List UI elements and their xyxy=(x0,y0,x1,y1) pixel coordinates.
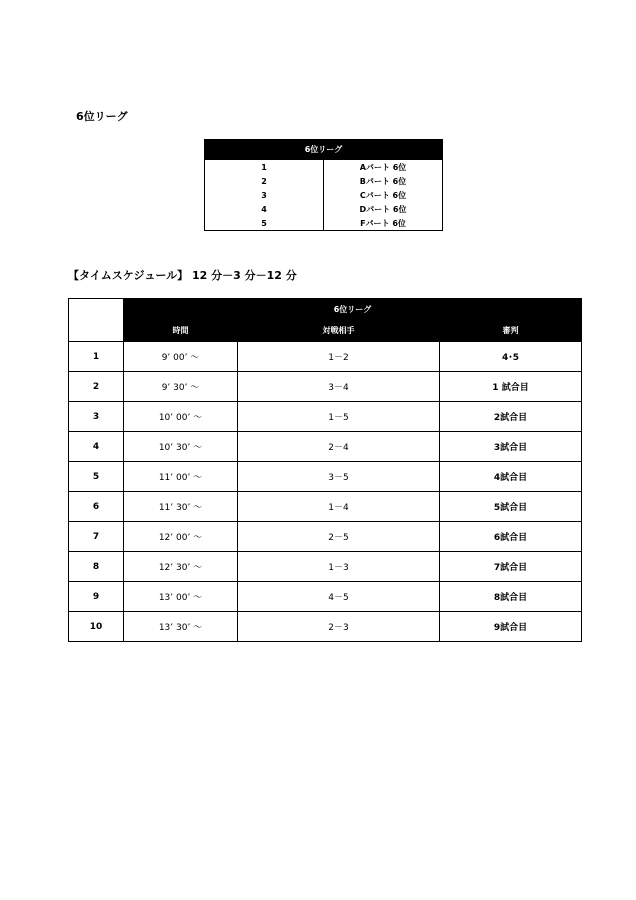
game-match: 1－4 xyxy=(238,492,440,522)
game-number: 6 xyxy=(69,492,124,522)
corner-cell xyxy=(69,299,124,342)
table-row xyxy=(69,372,582,402)
game-time: 9’ 30’ ～ xyxy=(124,372,238,402)
schedule-table xyxy=(68,298,582,642)
team-number: 2 xyxy=(205,174,324,188)
table-row xyxy=(205,202,443,216)
game-referee: 1 試合目 xyxy=(440,372,582,402)
table-row xyxy=(205,188,443,202)
game-number: 8 xyxy=(69,552,124,582)
game-number: 9 xyxy=(69,582,124,612)
game-match: 4－5 xyxy=(238,582,440,612)
column-header-referee: 審判 xyxy=(440,320,582,342)
team-name: Fパート 6位 xyxy=(324,216,443,231)
team-number: 3 xyxy=(205,188,324,202)
table-row xyxy=(69,342,582,372)
team-name: Bパート 6位 xyxy=(324,174,443,188)
table-row xyxy=(69,522,582,552)
game-referee: 8試合目 xyxy=(440,582,582,612)
table-row xyxy=(69,582,582,612)
game-referee: 4･5 xyxy=(440,342,582,372)
table-row xyxy=(205,160,443,175)
table-row xyxy=(69,402,582,432)
game-time: 10’ 00’ ～ xyxy=(124,402,238,432)
game-match: 1－3 xyxy=(238,552,440,582)
game-time: 11’ 30’ ～ xyxy=(124,492,238,522)
game-match: 2－5 xyxy=(238,522,440,552)
table-row xyxy=(205,174,443,188)
team-name: Aパート 6位 xyxy=(324,160,443,175)
table-row xyxy=(69,462,582,492)
team-number: 5 xyxy=(205,216,324,231)
game-time: 10’ 30’ ～ xyxy=(124,432,238,462)
team-name: Cパート 6位 xyxy=(324,188,443,202)
game-number: 10 xyxy=(69,612,124,642)
game-match: 2－4 xyxy=(238,432,440,462)
column-header-time: 時間 xyxy=(124,320,238,342)
team-number: 1 xyxy=(205,160,324,175)
game-time: 13’ 00’ ～ xyxy=(124,582,238,612)
table-row xyxy=(69,432,582,462)
game-time: 11’ 00’ ～ xyxy=(124,462,238,492)
page-title: 6位リーグ xyxy=(76,110,128,123)
game-match: 1－2 xyxy=(238,342,440,372)
game-number: 1 xyxy=(69,342,124,372)
teams-table-header: 6位リーグ xyxy=(205,140,443,160)
game-number: 3 xyxy=(69,402,124,432)
game-match: 3－5 xyxy=(238,462,440,492)
game-referee: 9試合目 xyxy=(440,612,582,642)
column-header-match: 対戦相手 xyxy=(238,320,440,342)
game-number: 5 xyxy=(69,462,124,492)
game-time: 9’ 00’ ～ xyxy=(124,342,238,372)
table-row xyxy=(69,492,582,522)
game-number: 4 xyxy=(69,432,124,462)
game-time: 12’ 00’ ～ xyxy=(124,522,238,552)
game-match: 1－5 xyxy=(238,402,440,432)
game-time: 12’ 30’ ～ xyxy=(124,552,238,582)
game-referee: 3試合目 xyxy=(440,432,582,462)
teams-table xyxy=(204,139,443,231)
game-match: 2－3 xyxy=(238,612,440,642)
table-row xyxy=(69,612,582,642)
schedule-league-header: 6位リーグ xyxy=(124,299,582,320)
game-referee: 7試合目 xyxy=(440,552,582,582)
game-time: 13’ 30’ ～ xyxy=(124,612,238,642)
team-number: 4 xyxy=(205,202,324,216)
game-referee: 5試合目 xyxy=(440,492,582,522)
game-match: 3－4 xyxy=(238,372,440,402)
game-number: 2 xyxy=(69,372,124,402)
table-row xyxy=(69,552,582,582)
team-name: Dパート 6位 xyxy=(324,202,443,216)
game-referee: 6試合目 xyxy=(440,522,582,552)
table-row xyxy=(205,216,443,231)
game-referee: 2試合目 xyxy=(440,402,582,432)
game-referee: 4試合目 xyxy=(440,462,582,492)
game-number: 7 xyxy=(69,522,124,552)
schedule-heading: 【タイムスケジュール】 12 分－3 分－12 分 xyxy=(68,269,297,282)
